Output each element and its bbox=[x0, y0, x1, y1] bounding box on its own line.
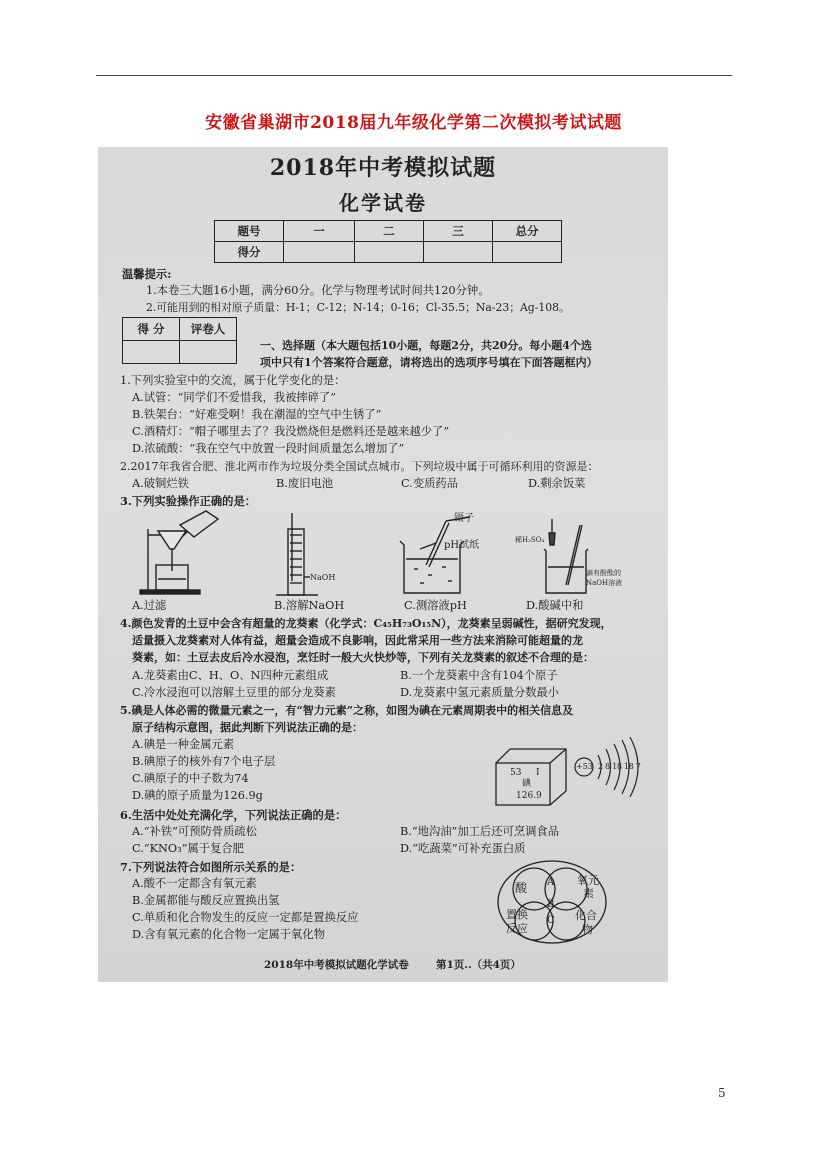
section1-instructions: 项中只有1个答案符合题意，请将选出的选项序号填在下面答题框内） bbox=[260, 356, 598, 369]
exam-footer-title: 2018年中考模拟试题化学试卷 bbox=[264, 959, 409, 971]
question-4-option: A.龙葵素由C、H、O、N四种元素组成 bbox=[132, 669, 329, 682]
score-header-cell: 一 bbox=[284, 221, 355, 242]
question-5-option: D.碘的原子质量为126.9g bbox=[132, 789, 263, 802]
venn-region-b: B bbox=[547, 899, 555, 910]
question-2-stem: 2.2017年我省合肥、淮北两市作为垃圾分类全国试点城市。下列垃圾中属于可循环利用的资源是： bbox=[120, 460, 599, 473]
question-7-option: D.含有氧元素的化合物一定属于氧化物 bbox=[132, 928, 325, 941]
question-6-option: C.“KNO₃”属于复合肥 bbox=[132, 842, 244, 855]
question-3-option: C.测溶液pH bbox=[404, 599, 467, 612]
dissolving-naoh-illustration bbox=[268, 511, 348, 597]
question-1-stem: 1.下列实验室中的交流，属于化学变化的是： bbox=[120, 374, 346, 387]
element-symbol: I bbox=[536, 768, 540, 778]
indicator-label: 滴有酚酞的 bbox=[586, 569, 621, 577]
exam-footer-page: 第1页..（共4页） bbox=[436, 959, 521, 971]
question-3-stem: 3.下列实验操作正确的是： bbox=[120, 494, 257, 508]
page-number: 5 bbox=[718, 1086, 726, 1100]
question-1-option: D.浓硫酸：“我在空气中放置一段时间质量怎么增加了” bbox=[132, 442, 405, 455]
question-7-stem: 7.下列说法符合如图所示关系的是： bbox=[120, 860, 302, 874]
atom-nucleus-label: +53 bbox=[576, 762, 593, 771]
question-2-option: A.破铜烂铁 bbox=[132, 477, 189, 490]
atom-shells-label: 2 8 18 18 7 bbox=[598, 762, 641, 771]
venn-acid-label: 酸 bbox=[515, 881, 528, 895]
question-5-stem: 5.碘是人体必需的微量元素之一，有“智力元素”之称，如图为碘在元素周期表中的相关信息及 bbox=[120, 704, 574, 717]
naoh-label: NaOH bbox=[310, 573, 336, 582]
venn-compound-label: 物 bbox=[582, 923, 593, 936]
question-7-option: B.金属都能与酸反应置换出氢 bbox=[132, 894, 280, 907]
notice-title: 温馨提示: bbox=[122, 267, 172, 281]
question-2-option: B.废旧电池 bbox=[276, 477, 334, 490]
section1-heading: 一、选择题（本大题包括10小题，每题2分，共20分。每小题4个选 bbox=[260, 339, 592, 352]
iodine-atom-diagram bbox=[572, 737, 652, 811]
exam-subtitle: 化学试卷 bbox=[339, 191, 427, 215]
ph-test-illustration bbox=[398, 513, 478, 597]
document-title: 安徽省巢湖市2018届九年级化学第二次模拟考试试题 bbox=[205, 113, 622, 133]
venn-region-c: C bbox=[547, 915, 555, 926]
indicator-label: NaOH溶液 bbox=[586, 579, 623, 587]
score-cell bbox=[355, 242, 424, 263]
question-4-option: C.冷水浸泡可以溶解土豆里的部分龙葵素 bbox=[132, 686, 336, 699]
notice-line: 1.本卷三大题16小题，满分60分。化学与物理考试时间共120分钟。 bbox=[146, 284, 490, 297]
question-7-option: A.酸不一定都含有氧元素 bbox=[132, 877, 257, 890]
question-1-option: B.铁架台：“好难受啊！我在潮湿的空气中生锈了” bbox=[132, 408, 382, 421]
notice-line: 2.可能用到的相对原子质量：H-1；C-12；N-14；0-16；Cl-35.5；Na-23；Ag-108。 bbox=[146, 301, 570, 314]
venn-oxygen-label: 素 bbox=[583, 887, 594, 900]
question-4-stem: 4.颜色发青的土豆中会含有超量的龙葵素（化学式：C₄₅H₇₃O₁₅N），龙葵素呈弱碱性，据研究发现， bbox=[120, 617, 612, 630]
ph-paper-label: pH试纸 bbox=[444, 540, 480, 551]
question-3-option: B.溶解NaOH bbox=[274, 599, 345, 612]
question-2-option: C.变质药品 bbox=[401, 477, 459, 490]
question-6-option: A.“补铁”可预防骨质疏松 bbox=[132, 825, 257, 838]
element-number: 53 bbox=[510, 768, 522, 778]
question-4-option: D.龙葵素中氢元素质量分数最小 bbox=[400, 686, 560, 699]
question-6-option: D.“吃蔬菜”可补充蛋白质 bbox=[400, 842, 526, 855]
question-5-stem: 原子结构示意图，据此判断下列说法正确的是： bbox=[132, 721, 363, 734]
exam-title: 2018年中考模拟试题 bbox=[269, 155, 497, 181]
question-6-option: B.“地沟油”加工后还可烹调食品 bbox=[400, 825, 560, 838]
score-header-cell: 三 bbox=[424, 221, 493, 242]
tweezers-label: 镊子 bbox=[454, 513, 474, 524]
header-rule bbox=[96, 75, 732, 76]
score-header-cell: 总分 bbox=[493, 221, 562, 242]
venn-oxygen-label: 氧元 bbox=[577, 874, 599, 887]
question-5-option: B.碘原子的核外有7个电子层 bbox=[132, 755, 276, 768]
score-header-cell: 题号 bbox=[215, 221, 284, 242]
grader-table bbox=[122, 317, 237, 364]
question-4-stem: 葵素，如：土豆去皮后冷水浸泡，烹饪时一般大火快炒等，下列有关龙葵素的叙述不合理的是： bbox=[132, 651, 594, 664]
question-5-option: A.碘是一种金属元素 bbox=[132, 738, 235, 751]
question-1-option: C.酒精灯：“帽子哪里去了？我没燃烧但是燃料还是越来越少了” bbox=[132, 425, 450, 438]
question-6-stem: 6.生活中处处充满化学，下列说法正确的是： bbox=[120, 808, 347, 822]
score-cell bbox=[284, 242, 355, 263]
score-table bbox=[214, 220, 562, 263]
scanned-exam-page bbox=[98, 147, 668, 982]
score-header-cell: 二 bbox=[355, 221, 424, 242]
question-1-option: A.试管：“同学们不爱惜我，我被摔碎了” bbox=[132, 391, 337, 404]
question-4-option: B.一个龙葵素中含有104个原子 bbox=[400, 669, 558, 682]
score-row-label: 得分 bbox=[215, 242, 284, 263]
venn-region-a: A bbox=[547, 877, 555, 888]
grader-cell bbox=[123, 341, 180, 364]
grader-cell bbox=[180, 341, 237, 364]
venn-displacement-label: 反应 bbox=[506, 922, 528, 935]
venn-displacement-label: 置换 bbox=[506, 908, 528, 921]
question-4-stem: 适量摄入龙葵素对人体有益，超量会造成不良影响，因此常采用一些方法来消除可能超量的龙 bbox=[132, 634, 583, 647]
question-7-option: C.单质和化合物发生的反应一定都是置换反应 bbox=[132, 911, 359, 924]
score-cell bbox=[424, 242, 493, 263]
question-3-option: A.过滤 bbox=[132, 599, 167, 612]
question-3-option: D.酸碱中和 bbox=[526, 599, 584, 612]
element-name: 碘 bbox=[522, 779, 532, 789]
filtration-apparatus-illustration bbox=[126, 509, 226, 597]
element-mass: 126.9 bbox=[516, 791, 542, 801]
grader-header-cell: 得 分 bbox=[123, 318, 180, 341]
grader-header-cell: 评卷人 bbox=[180, 318, 237, 341]
question-2-option: D.剩余饭菜 bbox=[528, 477, 586, 490]
score-cell bbox=[493, 242, 562, 263]
venn-compound-label: 化合 bbox=[575, 909, 597, 922]
dilute-acid-label: 稀H₂SO₄ bbox=[515, 536, 545, 544]
question-5-option: C.碘原子的中子数为74 bbox=[132, 772, 249, 785]
